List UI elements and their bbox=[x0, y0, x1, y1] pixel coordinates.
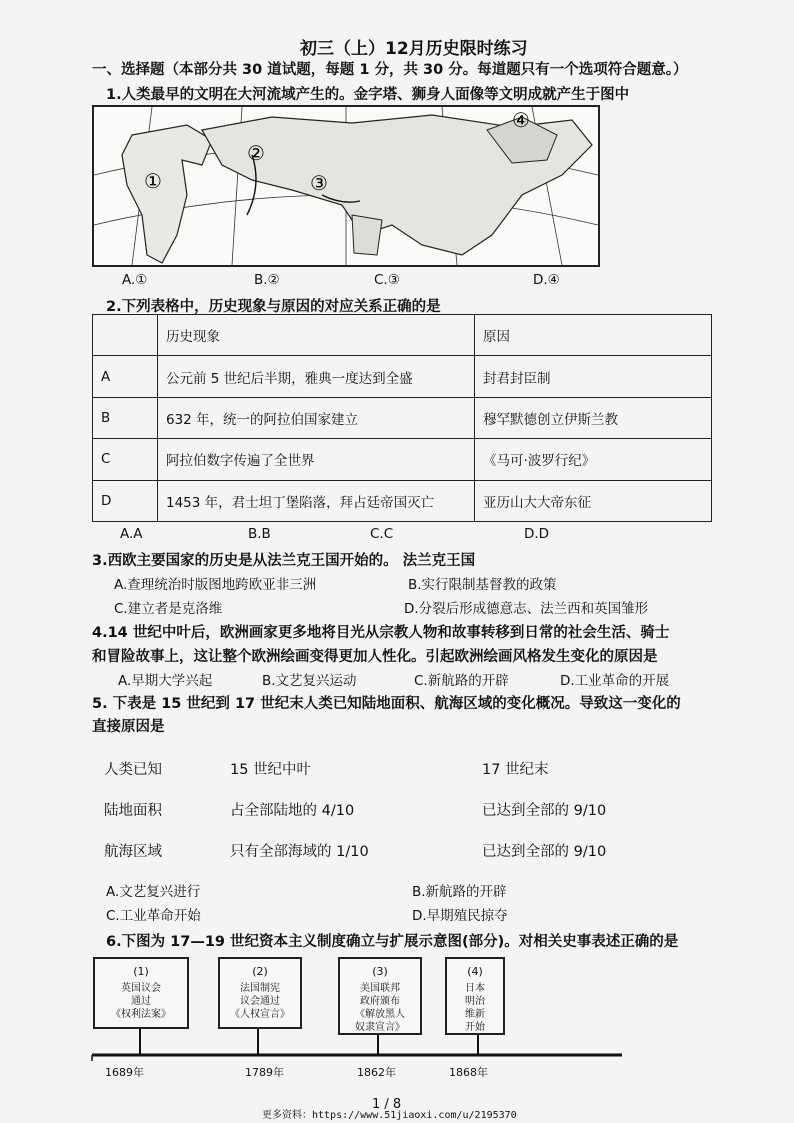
event-text: 英国议会 bbox=[121, 983, 161, 994]
q5-option-b[interactable]: B.新航路的开辟 bbox=[412, 884, 507, 900]
q5-option-d[interactable]: D.早期殖民掠夺 bbox=[412, 908, 508, 924]
table-row bbox=[93, 480, 712, 521]
table-cell: 阿拉伯数字传遍了全世界 bbox=[158, 439, 475, 480]
event-text: 奴隶宣言》 bbox=[355, 1022, 405, 1033]
q5-cell: 占全部陆地的 4/10 bbox=[230, 803, 355, 819]
q5-option-a[interactable]: A.文艺复兴进行 bbox=[106, 884, 201, 900]
table-cell: C bbox=[93, 439, 158, 480]
q5-stem-line2: 直接原因是 bbox=[92, 719, 165, 735]
q1-option-a[interactable]: A.① bbox=[122, 272, 148, 288]
event-text: 日本 bbox=[465, 983, 485, 994]
table-header-row bbox=[93, 315, 712, 356]
event-text: 明治 bbox=[465, 996, 485, 1007]
table-cell: 《马可·波罗行纪》 bbox=[475, 439, 712, 480]
event-box-emancipation bbox=[338, 957, 422, 1035]
table-cell: D bbox=[93, 480, 158, 521]
q4-stem-line1: 4.14 世纪中叶后，欧洲画家更多地将目光从宗教人物和故事转移到日常的社会生活、骑士 bbox=[92, 625, 670, 641]
map-marker-4: ④ bbox=[512, 108, 530, 132]
event-text: 《权利法案》 bbox=[111, 1009, 171, 1020]
q2-table bbox=[92, 314, 712, 522]
table-cell: 历史现象 bbox=[158, 315, 475, 356]
event-box-rights-of-man bbox=[218, 957, 302, 1029]
event-number: (4) bbox=[467, 965, 483, 978]
map-marker-3: ③ bbox=[310, 171, 328, 195]
q2-option-c[interactable]: C.C bbox=[370, 526, 394, 542]
q5-cell: 已达到全部的 9/10 bbox=[482, 803, 607, 819]
event-text: 法国制宪 bbox=[240, 983, 280, 994]
table-cell: 封君封臣制 bbox=[475, 356, 712, 397]
q3-option-d[interactable]: D.分裂后形成德意志、法兰西和英国雏形 bbox=[404, 601, 649, 617]
page-number: 1 / 8 bbox=[372, 1097, 402, 1112]
q4-option-c[interactable]: C.新航路的开辟 bbox=[414, 673, 509, 689]
q5-option-c[interactable]: C.工业革命开始 bbox=[106, 908, 201, 924]
year-label: 1789年 bbox=[245, 1066, 284, 1079]
q3-option-c[interactable]: C.建立者是克洛维 bbox=[114, 601, 223, 617]
year-label: 1862年 bbox=[357, 1066, 396, 1079]
q6-stem: 6.下图为 17—19 世纪资本主义制度确立与扩展示意图(部分)。对相关史事表述正确的是 bbox=[106, 934, 679, 950]
q5-cell: 已达到全部的 9/10 bbox=[482, 844, 607, 860]
event-number: (1) bbox=[133, 965, 149, 978]
year-label: 1868年 bbox=[449, 1066, 488, 1079]
event-box-meiji bbox=[445, 957, 505, 1035]
q2-option-a[interactable]: A.A bbox=[120, 526, 143, 542]
table-cell: B bbox=[93, 397, 158, 438]
map-marker-1: ① bbox=[144, 169, 162, 193]
q4-stem-line2: 和冒险故事上，这让整个欧洲绘画变得更加人性化。引起欧洲绘画风格发生变化的原因是 bbox=[92, 649, 658, 665]
q5-stem-line1: 5. 下表是 15 世纪到 17 世纪末人类已知陆地面积、航海区域的变化概况。导致这一变化的 bbox=[92, 696, 681, 712]
table-cell: 亚历山大大帝东征 bbox=[475, 480, 712, 521]
q4-option-b[interactable]: B.文艺复兴运动 bbox=[262, 673, 357, 689]
q2-stem: 2.下列表格中，历史现象与原因的对应关系正确的是 bbox=[106, 299, 441, 315]
q5-cell: 17 世纪末 bbox=[482, 762, 549, 778]
q1-option-d[interactable]: D.④ bbox=[533, 272, 560, 288]
world-map-image bbox=[92, 105, 600, 267]
q3-option-a[interactable]: A.查理统治时版图地跨欧亚非三洲 bbox=[114, 577, 317, 593]
event-text: 《人权宣言》 bbox=[230, 1009, 290, 1020]
q2-option-d[interactable]: D.D bbox=[524, 526, 550, 542]
q3-option-b[interactable]: B.实行限制基督教的政策 bbox=[408, 577, 557, 593]
q4-option-a[interactable]: A.早期大学兴起 bbox=[118, 673, 213, 689]
event-text: 维新 bbox=[465, 1009, 485, 1020]
q2-option-b[interactable]: B.B bbox=[248, 526, 271, 542]
table-cell: A bbox=[93, 356, 158, 397]
table-cell: 公元前 5 世纪后半期，雅典一度达到全盛 bbox=[158, 356, 475, 397]
event-number: (2) bbox=[252, 965, 268, 978]
event-text: 开始 bbox=[465, 1022, 485, 1033]
event-text: 《解放黑人 bbox=[355, 1009, 405, 1020]
table-cell: 1453 年，君士坦丁堡陷落，拜占廷帝国灭亡 bbox=[158, 480, 475, 521]
footer-source-link[interactable]: 更多资料：https://www.51jiaoxi.com/u/2195370 bbox=[262, 1110, 517, 1121]
page-title: 初三（上）12月历史限时练习 bbox=[300, 39, 528, 59]
q1-option-b[interactable]: B.② bbox=[254, 272, 280, 288]
table-cell: 穆罕默德创立伊斯兰教 bbox=[475, 397, 712, 438]
event-text: 美国联邦 bbox=[360, 983, 400, 994]
table-cell: 632 年，统一的阿拉伯国家建立 bbox=[158, 397, 475, 438]
q4-option-d[interactable]: D.工业革命的开展 bbox=[560, 673, 670, 689]
q5-cell: 航海区域 bbox=[104, 844, 162, 860]
event-text: 政府颁布 bbox=[360, 996, 400, 1007]
table-row bbox=[93, 397, 712, 438]
q1-stem: 1.人类最早的文明在大河流域产生的。金字塔、狮身人面像等文明成就产生于图中 bbox=[106, 87, 630, 103]
table-row bbox=[93, 356, 712, 397]
q5-cell: 15 世纪中叶 bbox=[230, 762, 312, 778]
event-number: (3) bbox=[372, 965, 388, 978]
section-heading: 一、选择题（本部分共 30 道试题，每题 1 分，共 30 分。每道题只有一个选项符合题意。） bbox=[92, 62, 688, 78]
table-cell bbox=[93, 315, 158, 356]
year-label: 1689年 bbox=[105, 1066, 144, 1079]
table-row bbox=[93, 439, 712, 480]
q5-cell: 陆地面积 bbox=[104, 803, 162, 819]
event-text: 议会通过 bbox=[240, 996, 280, 1007]
table-cell: 原因 bbox=[475, 315, 712, 356]
q5-cell: 人类已知 bbox=[104, 762, 162, 778]
q5-cell: 只有全部海域的 1/10 bbox=[230, 844, 369, 860]
event-text: 通过 bbox=[131, 996, 151, 1007]
q3-stem: 3.西欧主要国家的历史是从法兰克王国开始的。 法兰克王国 bbox=[92, 553, 476, 569]
event-box-bill-of-rights bbox=[93, 957, 189, 1029]
q1-option-c[interactable]: C.③ bbox=[374, 272, 400, 288]
map-marker-2: ② bbox=[247, 141, 265, 165]
